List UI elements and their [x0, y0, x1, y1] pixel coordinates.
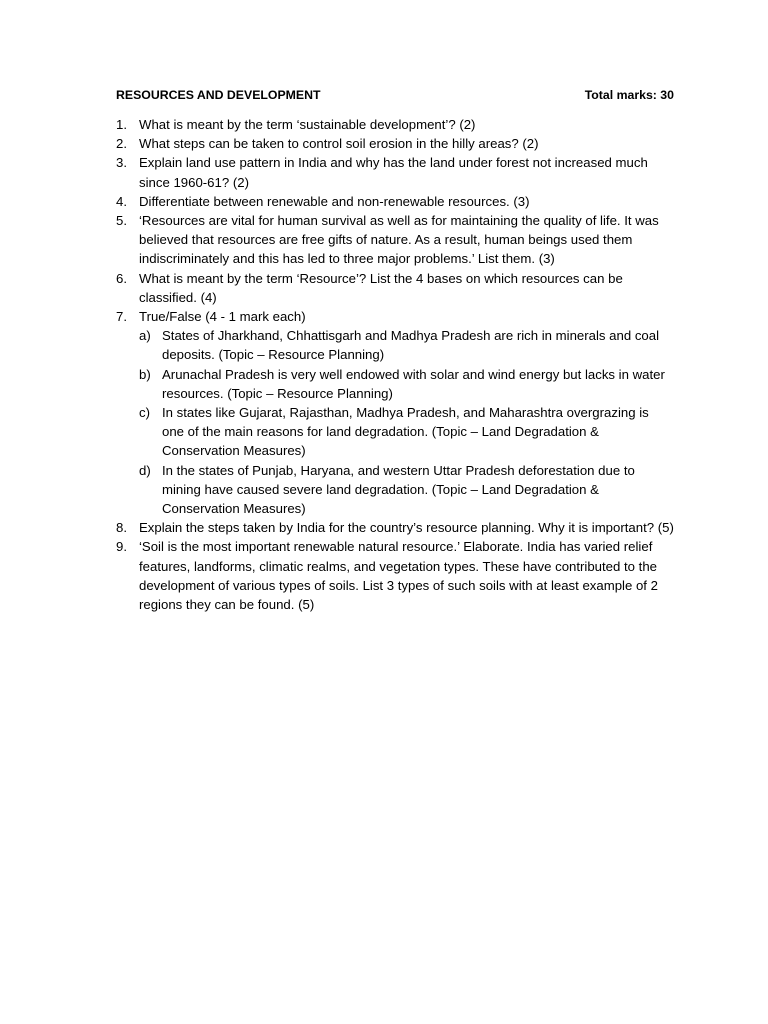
question-text: What is meant by the term ‘Resource’? List the 4 bases on which resources can be classified. (4): [139, 270, 623, 305]
question-number: 9.: [116, 539, 127, 555]
question-number: 1.: [116, 117, 127, 132]
sub-question-letter: c): [139, 405, 150, 421]
sub-question-text: Arunachal Pradesh is very well endowed with solar and wind energy but lacks in water resources. (Topic – Resource Planning): [162, 366, 665, 401]
sub-question-item: [139, 365, 674, 403]
question-list: [116, 115, 674, 614]
question-item: [116, 211, 674, 269]
question-text: Explain land use pattern in India and why has the land under forest not increased much since 1960-61? (2): [139, 155, 648, 190]
true-false-list: [139, 326, 674, 518]
sub-question-letter: b): [139, 366, 151, 382]
question-number: 2.: [116, 136, 127, 152]
sub-question-text: In the states of Punjab, Haryana, and western Uttar Pradesh deforestation due to mining have caused severe land degradation. (Topic – Land Degradation & Conservation Measures): [162, 462, 635, 517]
question-item: [116, 518, 674, 537]
question-text: What is meant by the term ‘sustainable development’? (2): [139, 117, 476, 132]
document-title: RESOURCES AND DEVELOPMENT: [116, 88, 321, 102]
sub-question-text: In states like Gujarat, Rajasthan, Madhya Pradesh, and Maharashtra overgrazing is one of the main reasons for land degradation. (Topic – Land Degradation & Conservation Measures): [162, 405, 649, 459]
question-text: Differentiate between renewable and non-renewable resources. (3): [139, 193, 530, 209]
sub-question-item: [139, 326, 674, 364]
total-marks: Total marks: 30: [584, 88, 674, 102]
sub-question-item: [139, 461, 674, 519]
question-item: [116, 269, 674, 307]
document-header: [116, 88, 674, 104]
question-item: [116, 134, 674, 153]
question-item: [116, 192, 674, 211]
question-number: 8.: [116, 520, 127, 536]
question-number: 5.: [116, 213, 127, 229]
sub-question-item: [139, 403, 674, 461]
question-body: [139, 307, 674, 518]
question-item: [116, 537, 674, 614]
question-text: What steps can be taken to control soil erosion in the hilly areas? (2): [139, 136, 539, 152]
question-item: [116, 307, 674, 518]
sub-question-letter: d): [139, 462, 151, 478]
sub-question-letter: a): [139, 328, 151, 344]
question-text: True/False (4 - 1 mark each): [139, 309, 306, 325]
question-number: 4.: [116, 193, 127, 209]
question-number: 6.: [116, 270, 127, 286]
question-text: Explain the steps taken by India for the country’s resource planning. Why it is important? (5): [139, 520, 674, 536]
question-text: ‘Resources are vital for human survival as well as for maintaining the quality of life. It was believed that resources are free gifts of nature. As a result, human beings used them indiscriminately and this has led to three major problems.’ List them. (3): [139, 213, 659, 267]
question-item: [116, 153, 674, 191]
question-text: ‘Soil is the most important renewable natural resource.’ Elaborate. India has varied relief features, landforms, climatic realms, and vegetation types. These have contributed to the development of various types of soils. List 3 types of such soils with at least example of 2 regions they can be found. (5): [139, 539, 658, 613]
question-item: [116, 115, 674, 134]
question-number: 3.: [116, 155, 127, 171]
document-page: [116, 88, 674, 614]
question-number: 7.: [116, 309, 127, 325]
sub-question-text: States of Jharkhand, Chhattisgarh and Madhya Pradesh are rich in minerals and coal deposits. (Topic – Resource Planning): [162, 328, 660, 363]
